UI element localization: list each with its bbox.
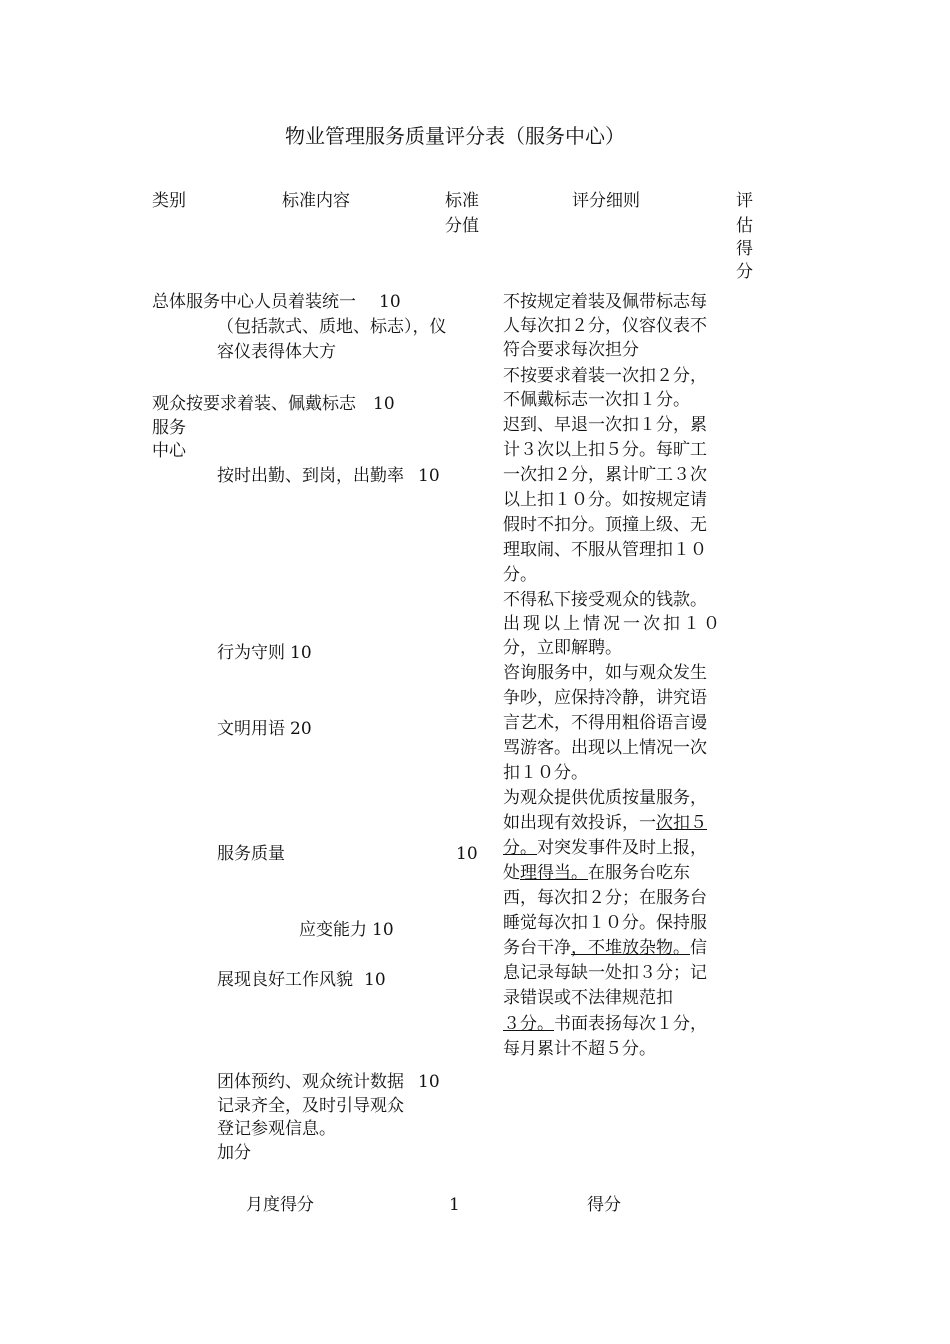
header-evaluation-char: 估 bbox=[736, 216, 753, 236]
rule-text: 如出现有效投诉，一 bbox=[503, 813, 656, 833]
item-group-line3: 登记参观信息。 bbox=[217, 1119, 336, 1139]
rule-line bbox=[503, 936, 707, 961]
rule-line: 不按规定着装及佩带标志每 bbox=[503, 292, 707, 312]
rule-text: 书面表扬每次１分， bbox=[554, 1014, 707, 1034]
footer-monthly-score-label: 月度得分 bbox=[246, 1195, 314, 1215]
rule-line: 争吵，应保持冷静，讲究语 bbox=[503, 688, 707, 708]
rule-line bbox=[503, 861, 690, 886]
header-evaluation-char: 分 bbox=[736, 262, 753, 282]
item-uniform-line3: 容仪表得体大方 bbox=[217, 342, 336, 362]
item-uniform-line1: 服务中心人员着装统一 bbox=[186, 292, 356, 312]
item-conduct-score: 10 bbox=[290, 643, 312, 663]
item-attendance-score: 10 bbox=[418, 466, 440, 486]
header-category: 类别 bbox=[152, 191, 186, 211]
rule-underlined-text: ，不堆放杂物。 bbox=[571, 938, 690, 958]
rule-line: 息记录每缺一处扣３分；记 bbox=[503, 963, 707, 983]
header-scoring-rules: 评分细则 bbox=[572, 191, 640, 211]
item-conduct: 行为守则 bbox=[217, 643, 285, 663]
rule-line: 分。 bbox=[503, 565, 537, 585]
header-standard-content: 标准内容 bbox=[282, 191, 350, 211]
item-uniform-line2: （包括款式、质地、标志），仪 bbox=[217, 317, 447, 337]
item-quality: 服务质量 bbox=[217, 844, 285, 864]
rule-line: 每月累计不超５分。 bbox=[503, 1039, 656, 1059]
rule-line: 出现以上情况一次扣１０ bbox=[503, 614, 723, 634]
rule-line: 不佩戴标志一次扣１分。 bbox=[503, 390, 690, 410]
rule-line: 录错误或不法律规范扣 bbox=[503, 988, 673, 1008]
header-standard-score-line2: 分值 bbox=[445, 216, 479, 236]
footer-score-label: 得分 bbox=[587, 1195, 621, 1215]
rule-line: 计３次以上扣５分。每旷工 bbox=[503, 440, 707, 460]
item-badge-score: 10 bbox=[373, 394, 395, 414]
rule-line bbox=[503, 836, 707, 861]
rule-line: 一次扣２分，累计旷工３次 bbox=[503, 465, 707, 485]
rule-line: 不得私下接受观众的钱款。 bbox=[503, 590, 707, 610]
item-badge: 按要求着装、佩戴标志 bbox=[186, 394, 356, 414]
rule-underlined-text: 分。 bbox=[503, 838, 537, 858]
item-bonus: 加分 bbox=[217, 1143, 251, 1163]
rule-line: 为观众提供优质按量服务， bbox=[503, 788, 707, 808]
rule-underlined-text: 理得当。 bbox=[520, 863, 588, 883]
rule-line: 分，立即解聘。 bbox=[503, 638, 622, 658]
rule-line: 以上扣１０分。如按规定请 bbox=[503, 490, 707, 510]
rule-text: 信 bbox=[690, 938, 707, 958]
rule-line: 睡觉每次扣１０分。保持服 bbox=[503, 913, 707, 933]
rule-line: 言艺术，不得用粗俗语言谩 bbox=[503, 713, 707, 733]
rule-line: 假时不扣分。顶撞上级、无 bbox=[503, 515, 707, 535]
rule-line bbox=[503, 1012, 707, 1037]
rule-line: 咨询服务中，如与观众发生 bbox=[503, 663, 707, 683]
rule-line: 扣１０分。 bbox=[503, 763, 588, 783]
footer-monthly-score-value: 1 bbox=[449, 1195, 460, 1215]
item-quality-score: 10 bbox=[456, 844, 478, 864]
item-group-line2: 记录齐全，及时引导观众 bbox=[217, 1096, 404, 1116]
rule-line: 人每次扣２分，仪容仪表不 bbox=[503, 316, 707, 336]
item-group-score: 10 bbox=[418, 1072, 440, 1092]
rule-line: 不按要求着装一次扣２分， bbox=[503, 366, 707, 386]
rule-underlined-text: 次扣５ bbox=[656, 813, 707, 833]
header-evaluation-char: 得 bbox=[736, 239, 753, 259]
item-style-score: 10 bbox=[364, 970, 386, 990]
item-attendance: 按时出勤、到岗，出勤率 bbox=[217, 466, 404, 486]
category-overall: 总体 bbox=[152, 292, 186, 312]
rule-line: 理取闹、不服从管理扣１０ bbox=[503, 540, 707, 560]
rule-text: 务台干净 bbox=[503, 938, 571, 958]
item-polite: 文明用语 bbox=[217, 719, 285, 739]
rule-line: 西，每次扣２分；在服务台 bbox=[503, 888, 707, 908]
rule-line: 符合要求每次担分 bbox=[503, 340, 639, 360]
header-standard-score-line1: 标准 bbox=[445, 191, 479, 211]
rule-text: 在服务台吃东 bbox=[588, 863, 690, 883]
category-service-line2: 中心 bbox=[152, 441, 186, 461]
rule-line bbox=[503, 811, 707, 836]
item-uniform-score: 10 bbox=[379, 292, 401, 312]
item-polite-score: 20 bbox=[290, 719, 312, 739]
item-group-line1: 团体预约、观众统计数据 bbox=[217, 1072, 404, 1092]
rule-line: 骂游客。出现以上情况一次 bbox=[503, 738, 707, 758]
rule-text: 处 bbox=[503, 863, 520, 883]
rule-underlined-text: ３分。 bbox=[503, 1014, 554, 1034]
item-adapt-score: 10 bbox=[372, 920, 394, 940]
header-evaluation-char: 评 bbox=[736, 191, 753, 211]
item-adapt: 应变能力 bbox=[299, 920, 367, 940]
page-title: 物业管理服务质量评分表（服务中心） bbox=[285, 124, 625, 148]
category-service-line1: 服务 bbox=[152, 418, 186, 438]
rule-line: 迟到、早退一次扣１分，累 bbox=[503, 415, 707, 435]
rule-text: 对突发事件及时上报， bbox=[537, 838, 707, 858]
item-style: 展现良好工作风貌 bbox=[217, 970, 353, 990]
category-audience: 观众 bbox=[152, 394, 186, 414]
